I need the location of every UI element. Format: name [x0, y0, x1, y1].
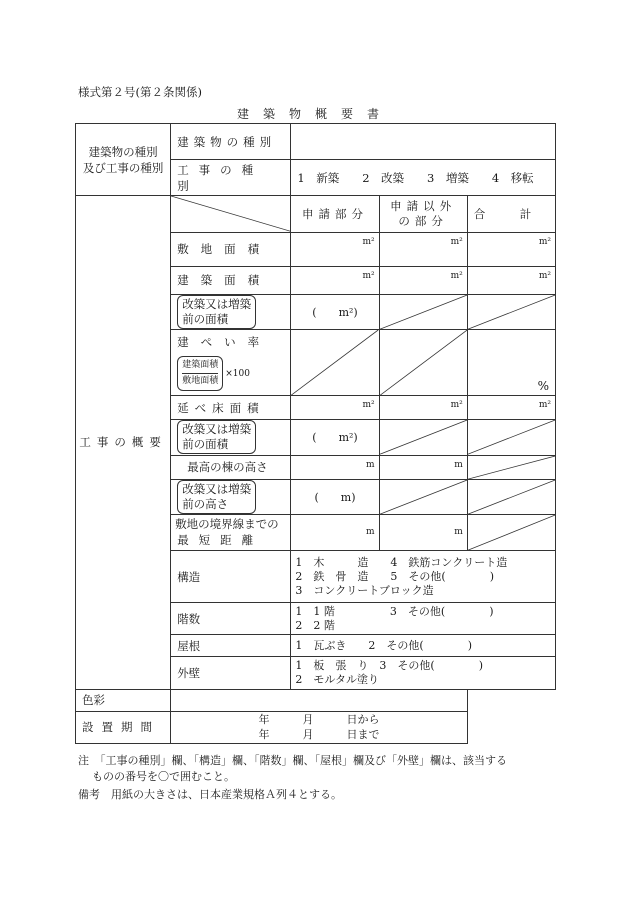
period-value[interactable]: 年 月 日から 年 月 日まで [171, 711, 468, 743]
coverage-applied-diag [291, 329, 379, 395]
work-type-label: 工事の種別 [171, 160, 291, 196]
col-total-header: 合 計 [467, 196, 555, 232]
floor-area-other[interactable]: m² [379, 396, 467, 420]
document-title: 建築物概要書 [236, 107, 393, 121]
period-label: 設置期間 [76, 711, 171, 743]
max-height-label: 最高の棟の高さ [171, 455, 291, 479]
boundary-applied[interactable]: m [291, 514, 379, 550]
col-other-header: 申請以外 の部分 [379, 196, 467, 232]
before-height-total-diag [467, 479, 555, 514]
before-floor-label: 改築又は増築 前の面積 [171, 420, 291, 455]
max-height-other[interactable]: m [379, 455, 467, 479]
floor-area-total[interactable]: m² [467, 396, 555, 420]
max-height-applied[interactable]: m [291, 455, 379, 479]
before-floor-other-diag [379, 420, 467, 455]
before-height-label: 改築又は増築 前の高さ [171, 479, 291, 514]
before-height-applied[interactable]: ( m) [291, 479, 379, 514]
before-floor-applied[interactable]: ( m²) [291, 420, 379, 455]
note-1-line-1: 注 「工事の種別」欄、「構造」欄、「階数」欄、「屋根」欄及び「外壁」欄は、該当する [78, 754, 507, 767]
before-height-other-diag [379, 479, 467, 514]
floor-area-applied[interactable]: m² [291, 396, 379, 420]
structure-options[interactable]: 1 木 造 4 鉄筋コンクリート造 2 鉄 骨 造 5 その他( ) 3 コンクリートブロック造 [291, 550, 556, 602]
color-label-row-spacer: 色彩 [76, 689, 171, 711]
coverage-label: 建ぺい率 建築面積 敷地面積 ×100 [171, 329, 291, 395]
note-2: 備考 用紙の大きさは、日本産業規格Ａ列４とする。 [78, 788, 342, 801]
color-value[interactable] [171, 689, 468, 711]
site-area-label: 敷地面積 [171, 232, 291, 266]
before-floor-total-diag [467, 420, 555, 455]
site-area-applied[interactable]: m² [291, 232, 379, 266]
site-area-total[interactable]: m² [467, 232, 555, 266]
building-area-total[interactable]: m² [467, 266, 555, 294]
floor-area-label: 延べ床面積 [171, 396, 291, 420]
boundary-label: 敷地の境界線までの 最短距離 [171, 514, 291, 550]
coverage-total[interactable]: % [467, 329, 555, 395]
floors-label: 階数 [171, 603, 291, 635]
header-diagonal-cell [171, 196, 291, 232]
building-type-label: 建築物の種別 [171, 124, 291, 160]
roof-options[interactable]: 1 瓦ぶき 2 その他( ) [291, 635, 556, 657]
before-area-applied[interactable]: ( m²) [291, 294, 379, 329]
building-area-applied[interactable]: m² [291, 266, 379, 294]
floors-options[interactable]: 1 1 階 3 その他( ) 2 2 階 [291, 603, 556, 635]
form-number: 様式第２号(第２条関係) [78, 85, 202, 99]
building-area-other[interactable]: m² [379, 266, 467, 294]
before-area-other-diag [379, 294, 467, 329]
before-area-label: 改築又は増築 前の面積 [171, 294, 291, 329]
building-type-value[interactable] [291, 124, 556, 160]
building-area-label: 建築面積 [171, 266, 291, 294]
coverage-other-diag [379, 329, 467, 395]
boundary-total-diag [467, 514, 555, 550]
site-area-other[interactable]: m² [379, 232, 467, 266]
boundary-other[interactable]: m [379, 514, 467, 550]
structure-label: 構造 [171, 550, 291, 602]
type-section-label: 建築物の種別 及び工事の種別 [76, 124, 171, 196]
wall-options[interactable]: 1 板 張 り 3 その他( ) 2 モルタル塗り [291, 657, 556, 689]
max-height-total-diag [467, 455, 555, 479]
work-type-options[interactable]: 1 新築 2 改築 3 増築 4 移転 [291, 160, 556, 196]
col-applied-header: 申請部分 [291, 196, 379, 232]
before-area-total-diag [467, 294, 555, 329]
note-1-line-2: ものの番号を〇で囲むこと。 [92, 770, 235, 783]
overview-table [75, 123, 556, 744]
roof-label: 屋根 [171, 635, 291, 657]
wall-label: 外壁 [171, 657, 291, 689]
work-summary-label: 工事の概要 [76, 196, 171, 689]
